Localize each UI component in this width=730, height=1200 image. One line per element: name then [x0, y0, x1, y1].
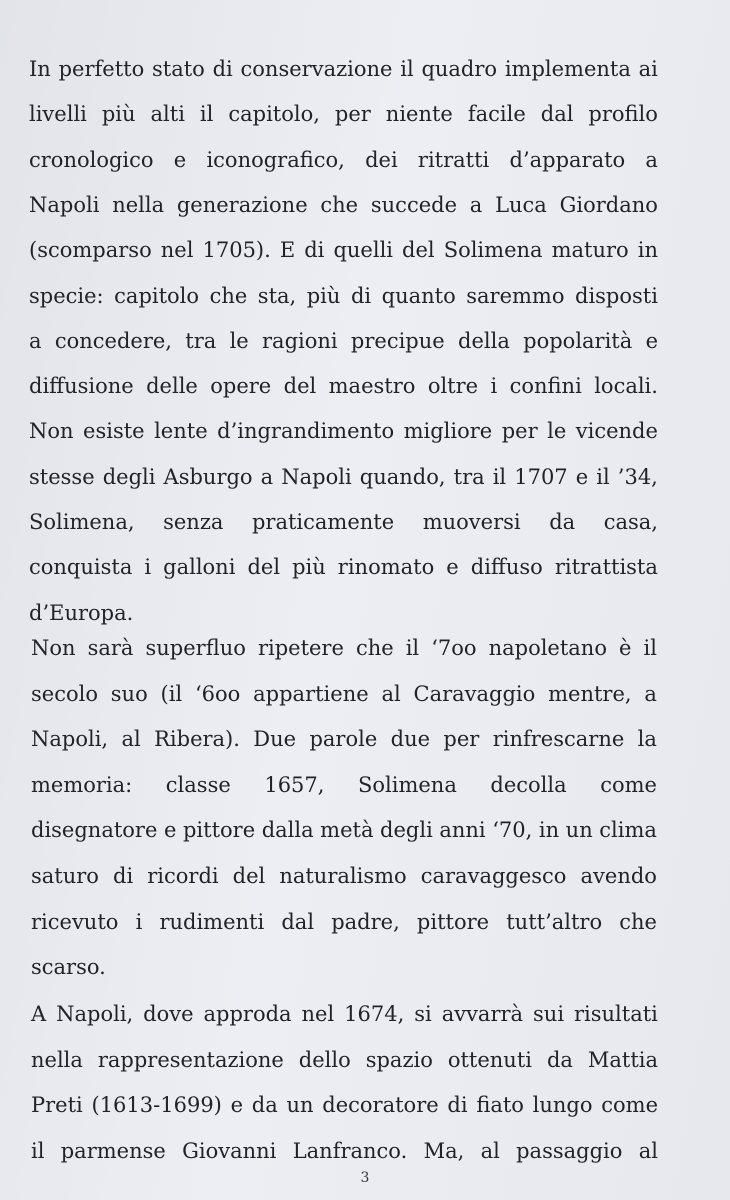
- text-line: nella rappresentazione dello spazio ottenuti da Mattia: [31, 1047, 658, 1072]
- text-line: Non esiste lente d’ingrandimento migliore per le vicende: [29, 419, 658, 444]
- text-line: livelli più alti il capitolo, per niente facile dal profilo: [29, 102, 658, 127]
- text-line: d’Europa.: [29, 600, 134, 625]
- text-line: memoria: classe 1657, Solimena decolla come: [31, 772, 657, 797]
- text-line: Preti (1613-1699) e da un decoratore di fiato lungo come: [31, 1093, 658, 1118]
- text-line: Solimena, senza praticamente muoversi da casa,: [29, 510, 658, 534]
- text-line: il parmense Giovanni Lanfranco. Ma, al passaggio al: [31, 1139, 658, 1164]
- text-line: A Napoli, dove approda nel 1674, si avvarrà sui risultati: [31, 1002, 658, 1026]
- text-line: saturo di ricordi del naturalismo caravaggesco avendo: [31, 864, 657, 888]
- page-number: 3: [360, 1170, 370, 1186]
- text-line: cronologico e iconografico, dei ritratti d’apparato a: [29, 147, 658, 172]
- text-line: scarso.: [31, 955, 106, 980]
- text-line: a concedere, tra le ragioni precipue della popolarità e: [29, 328, 658, 353]
- text-line: specie: capitolo che sta, più di quanto saremmo disposti: [29, 283, 658, 308]
- text-line: secolo suo (il ‘6oo appartiene al Caravaggio mentre, a: [31, 681, 657, 706]
- text-line: Napoli nella generazione che succede a Luca Giordano: [29, 192, 658, 217]
- text-line: Napoli, al Ribera). Due parole due per rinfrescarne la: [31, 727, 657, 752]
- text-line: In perfetto stato di conservazione il quadro implementa ai: [29, 57, 658, 81]
- text-line: conquista i galloni del più rinomato e diffuso ritrattista: [29, 555, 658, 580]
- text-line: diffusione delle opere del maestro oltre i confini locali.: [29, 374, 658, 399]
- text-line: ricevuto i rudimenti dal padre, pittore tutt’altro che: [31, 909, 657, 934]
- text-line: Non sarà superfluo ripetere che il ‘7oo napoletano è il: [31, 636, 657, 660]
- text-line: disegnatore e pittore dalla metà degli anni ‘70, in un clima: [31, 818, 657, 843]
- text-line: (scomparso nel 1705). E di quelli del Solimena maturo in: [29, 238, 658, 263]
- text-line: stesse degli Asburgo a Napoli quando, tra il 1707 e il ’34,: [29, 464, 658, 489]
